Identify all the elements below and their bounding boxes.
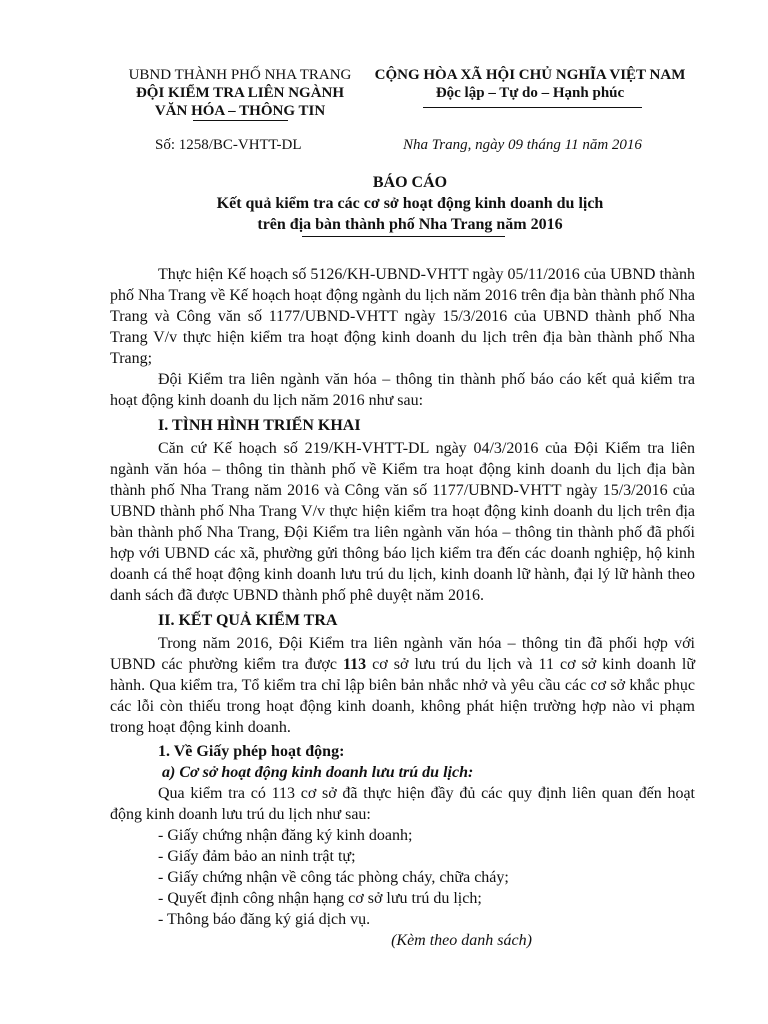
report-title: BÁO CÁO [372, 174, 448, 191]
agency-line-3: VĂN HÓA – THÔNG TIN [154, 103, 326, 119]
subsection-heading-1: 1. Về Giấy phép hoạt động: [158, 743, 345, 760]
agency-line-1: UBND THÀNH PHỐ NHA TRANG [128, 67, 352, 83]
report-body [110, 264, 695, 951]
motto-underline [423, 107, 642, 108]
issuing-agency-block [110, 66, 370, 120]
title-underline [302, 236, 505, 237]
report-title-block [110, 172, 710, 235]
list-item: - Giấy chứng nhận về công tác phòng cháy, chữa cháy; [158, 869, 509, 886]
paragraph-compliance: Qua kiểm tra có 113 cơ sở đã thực hiện đầy đủ các quy định liên quan đến hoạt động kinh doanh lưu trú du lịch như sau: [110, 785, 695, 823]
document-number: Số: 1258/BC-VHTT-DL [155, 137, 302, 153]
results-text-a: Trong năm 2016, Đội Kiểm tra liên ngành văn hóa – thông tin đã phối hợp với UBND các phường kiểm tra được [110, 635, 695, 673]
national-motto-block [360, 66, 700, 102]
license-list [110, 825, 695, 930]
report-subtitle-1: Kết quả kiểm tra các cơ sở hoạt động kinh doanh du lịch [216, 195, 604, 212]
paragraph-implementation: Căn cứ Kế hoạch số 219/KH-VHTT-DL ngày 04/3/2016 của Đội Kiểm tra liên ngành văn hóa – thông tin thành phố về Kiểm tra hoạt động kinh doanh du lịch địa bàn thành phố Nha Trang năm 2016 và Công văn số 1177/UBND-VHTT ngày 15/3/2016 của UBND thành phố Nha Trang V/v thực hiện kiểm tra hoạt động kinh doanh du lịch trên địa bàn thành phố Nha Trang, Đội Kiểm tra liên ngành văn hóa – thông tin thành phố đã phối hợp với UBND các xã, phường gửi thông báo lịch kiểm tra đến các doanh nghiệp, hộ kinh doanh cá thể hoạt động kinh doanh lưu trú du lịch, kinh doanh lữ hành, đại lý lữ hành theo danh sách đã được UBND thành phố phê duyệt năm 2016. [110, 440, 695, 604]
paragraph-report-statement: Đội Kiểm tra liên ngành văn hóa – thông tin thành phố báo cáo kết quả kiểm tra hoạt động kinh doanh du lịch năm 2016 như sau: [110, 371, 695, 409]
list-item: - Giấy đảm bảo an ninh trật tự; [158, 848, 356, 865]
attachment-note: (Kèm theo danh sách) [391, 932, 532, 949]
section-heading-2: II. KẾT QUẢ KIỂM TRA [158, 612, 338, 629]
report-subtitle-2: trên địa bàn thành phố Nha Trang năm 2016 [257, 216, 563, 233]
motto: Độc lập – Tự do – Hạnh phúc [435, 85, 625, 101]
paragraph-intro: Thực hiện Kế hoạch số 5126/KH-UBND-VHTT ngày 05/11/2016 của UBND thành phố Nha Trang về Kế hoạch hoạt động ngành du lịch năm 2016 trên địa bàn thành phố Nha Trang và Công văn số 1177/UBND-VHTT ngày 15/3/2016 của UBND thành phố Nha Trang V/v thực hiện kiểm tra hoạt động kinh doanh du lịch trên địa bàn thành phố Nha Trang; [110, 266, 695, 367]
agency-line-2: ĐỘI KIỂM TRA LIÊN NGÀNH [135, 85, 345, 101]
list-item: - Giấy chứng nhận đăng ký kinh doanh; [158, 827, 413, 844]
results-text-b: cơ sở lưu trú du lịch và 11 cơ sở kinh doanh lữ hành. Qua kiểm tra, Tổ kiểm tra chỉ lập biên bản nhắc nhở và yêu cầu các cơ sở khắc phục các lỗi còn thiếu trong hoạt động kinh doanh, không phát hiện trường hợp nào vi phạm trong hoạt động kinh doanh. [110, 656, 695, 736]
list-item: - Quyết định công nhận hạng cơ sở lưu trú du lịch; [158, 890, 482, 907]
results-count: 113 [343, 656, 367, 673]
country-name: CỘNG HÒA XÃ HỘI CHỦ NGHĨA VIỆT NAM [374, 67, 686, 83]
section-heading-1: I. TÌNH HÌNH TRIỂN KHAI [158, 417, 361, 434]
document-date: Nha Trang, ngày 09 tháng 11 năm 2016 [403, 137, 642, 153]
paragraph-results [110, 633, 695, 738]
list-item: - Thông báo đăng ký giá dịch vụ. [158, 911, 371, 928]
agency-underline [193, 120, 288, 121]
subsection-heading-a: a) Cơ sở hoạt động kinh doanh lưu trú du lịch: [162, 764, 474, 781]
